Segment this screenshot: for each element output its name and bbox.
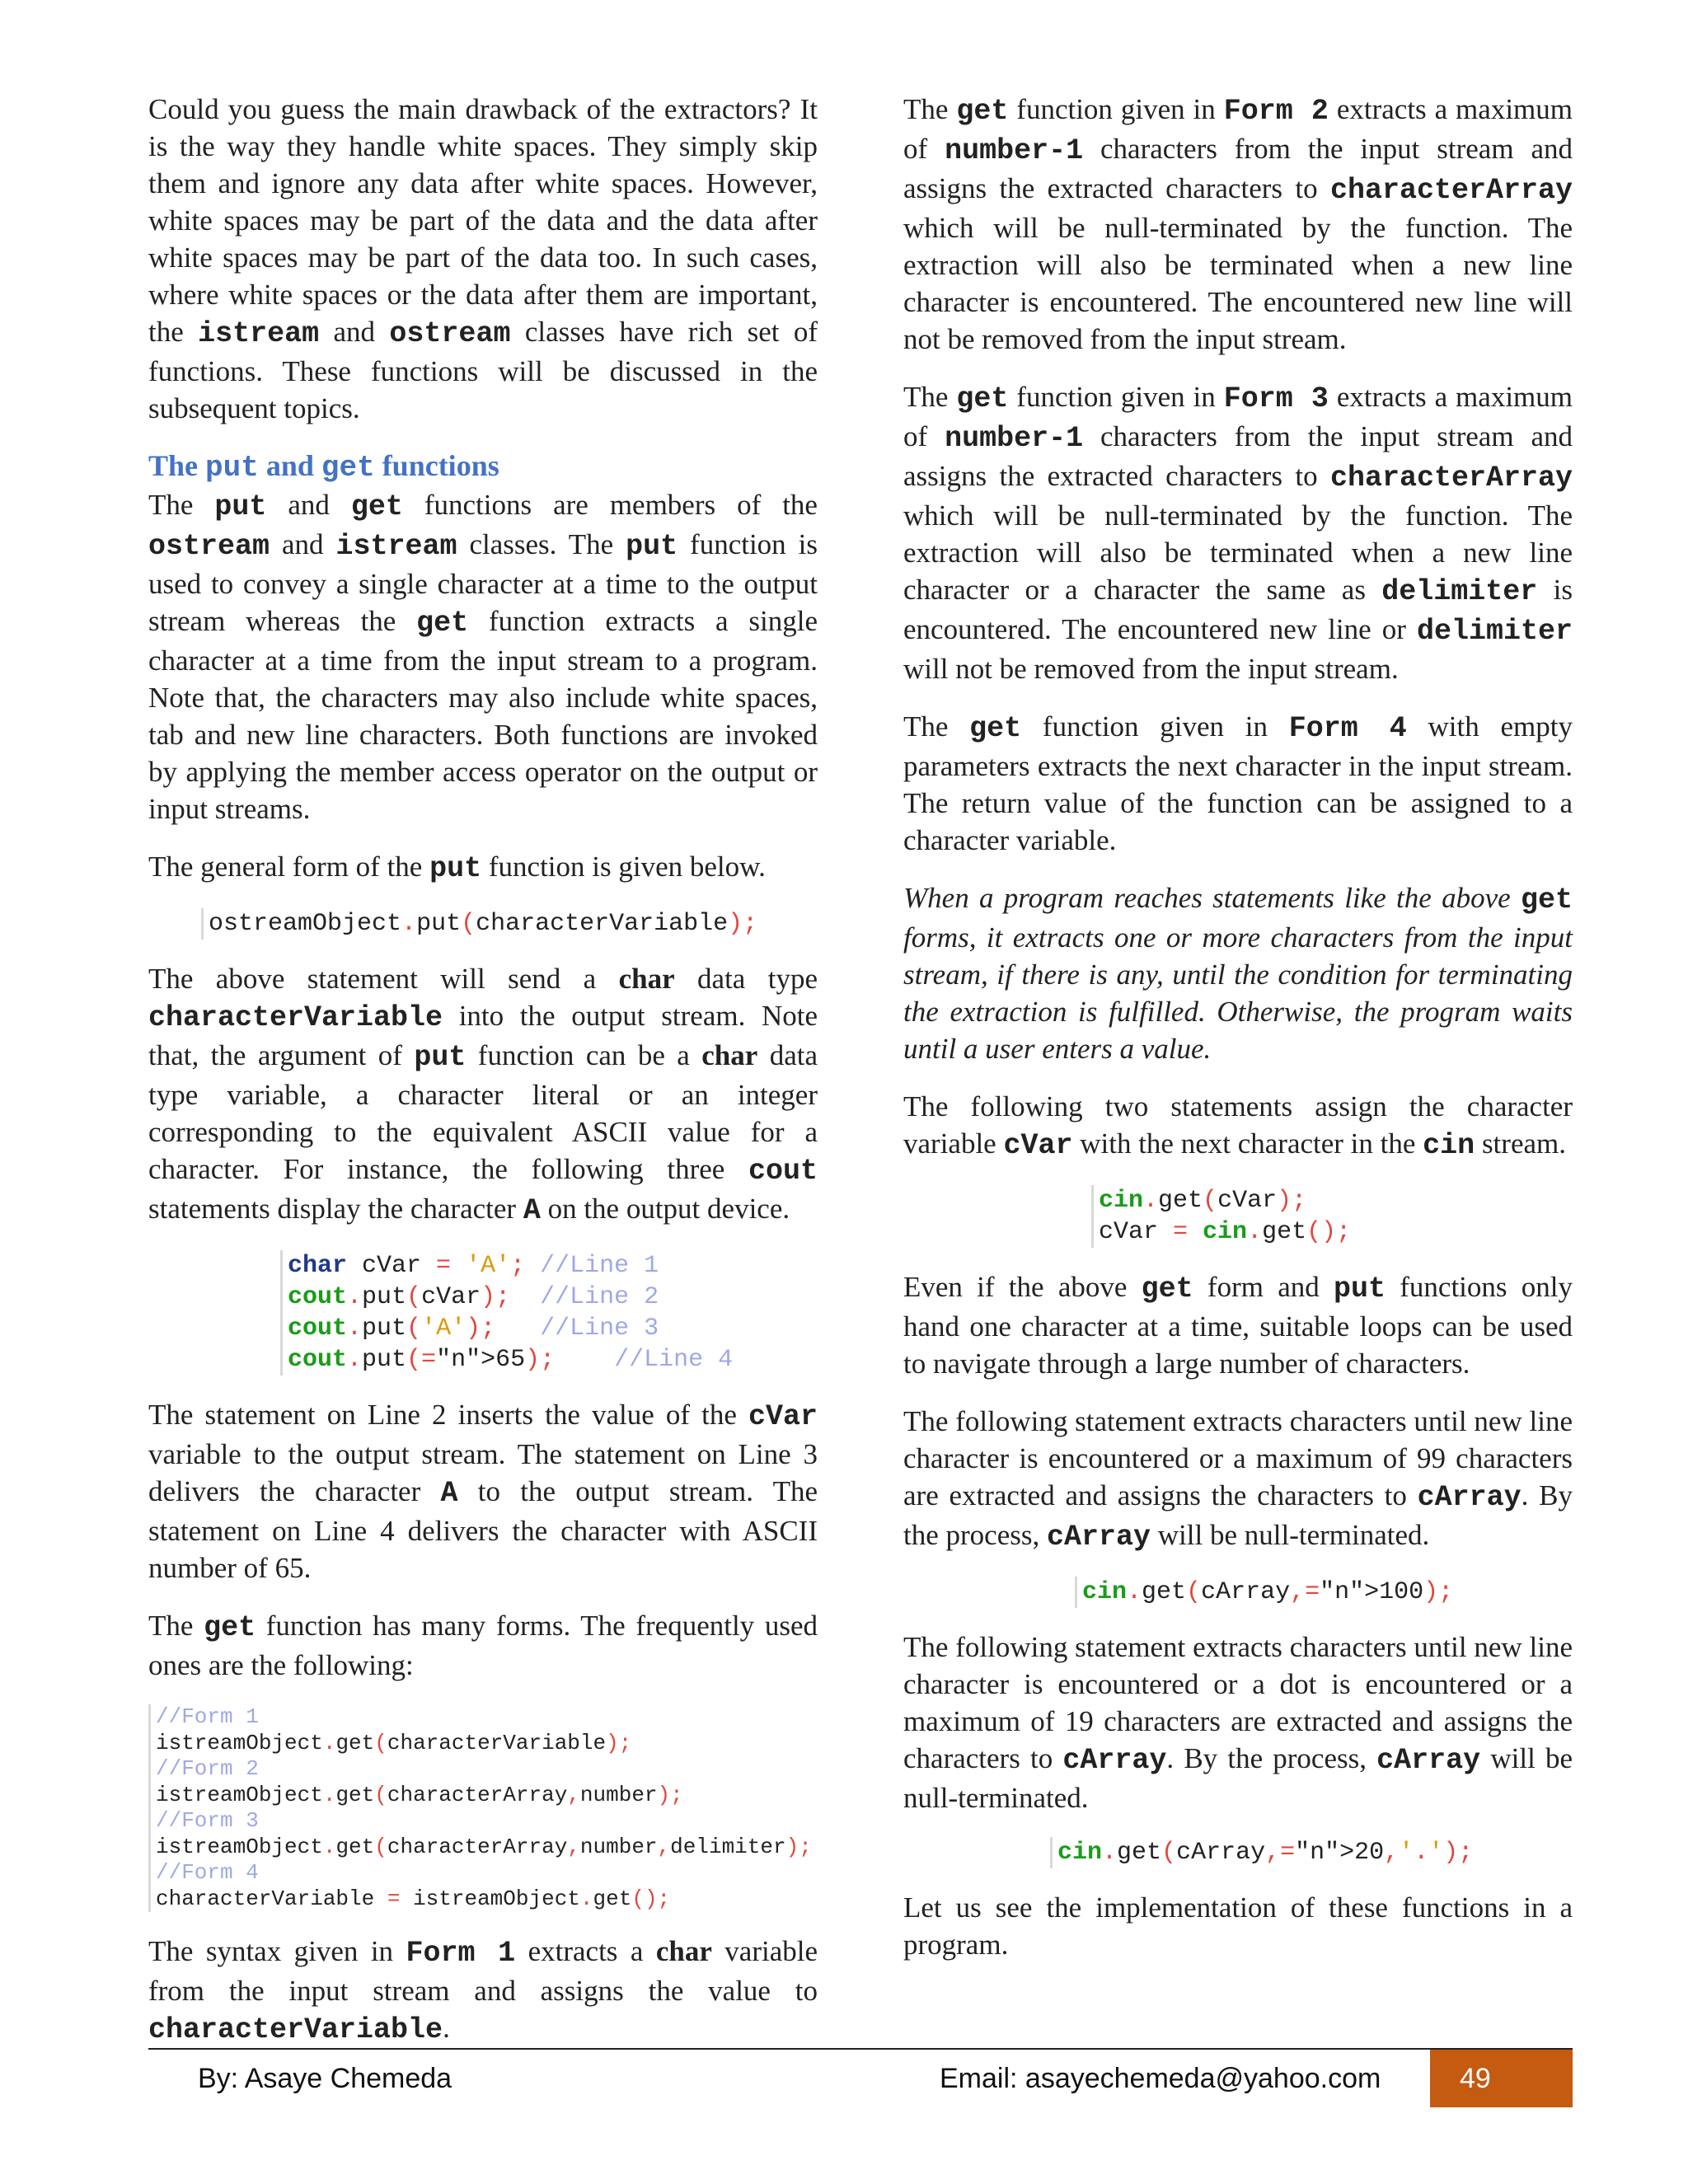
paragraph: The above statement will send a char data type characterVariable into the output stream. Note that, the argument of put function can be a char data type variable, a character literal or an integer corresponding to the equivalent ASCII value for a character. For instance, the following three cout statements display the character A on the output device. — [148, 963, 818, 1227]
code-line: cout.put(cVar); //Line 2 — [288, 1283, 659, 1311]
code-line: istreamObject.get(characterArray,number,delimiter); — [156, 1834, 812, 1859]
code-block-put-examples — [280, 1250, 818, 1376]
note-text: When a program reaches statements like the above get forms, it extracts one or more characters from the input stream, if there is any, until the condition for terminating the extraction is fulfilled. Otherwise, the program waits until a user enters a value. — [903, 882, 1573, 1065]
code-line: istreamObject.get(characterArray,number); — [156, 1782, 683, 1807]
footer-author: By: Asaye Chemeda — [198, 2063, 452, 2094]
code-comment: //Form 2 — [156, 1756, 259, 1781]
code-block-cin-get-array: cin.get(cArray,="n">100); — [1075, 1577, 1573, 1608]
code-comment: //Form 1 — [156, 1704, 259, 1729]
right-column — [903, 91, 1573, 1984]
paragraph: Let us see the implementation of these functions in a program. — [903, 1891, 1573, 1961]
code-line: cVar = cin.get(); — [1099, 1218, 1352, 1246]
code-comment: //Form 3 — [156, 1808, 259, 1833]
paragraph: The following statement extracts characters until new line character is encountered or a dot is encountered or a maximum of 19 characters are extracted and assigns the characters to cArray. By the process, cArray will be null-terminated. — [903, 1631, 1573, 1814]
paragraph: The following two statements assign the character variable cVar with the next character in the cin stream. — [903, 1090, 1573, 1162]
left-column — [148, 91, 818, 2069]
paragraph: The general form of the put function is given below. — [148, 851, 766, 885]
paragraph: Could you guess the main drawback of the extractors? It is the way they handle white spaces. They simply skip them and ignore any data after white spaces. However, white spaces may be part of the data and the data after white spaces may be part of the data too. In such cases, where white spaces or the data after them are important, the istream and ostream classes have rich set of functions. These functions will be discussed in the subsequent topics. — [148, 93, 818, 424]
code-line: istreamObject.get(characterVariable); — [156, 1730, 632, 1755]
code-line: cout.put(="n">65); //Line 4 — [288, 1346, 734, 1374]
code-block-cin-get-delim: cin.get(cArray,="n">20,'.'); — [1050, 1837, 1573, 1868]
paragraph: The following statement extracts characters until new line character is encountered or a maximum of 99 characters are extracted and assigns the characters to cArray. By the process, cArray will be null-terminated. — [903, 1405, 1573, 1554]
code-comment: //Form 4 — [156, 1860, 259, 1885]
paragraph: Even if the above get form and put functions only hand one character at a time, suitable loops can be used to navigate through a large number of characters. — [903, 1271, 1573, 1380]
paragraph: The get function given in Form 3 extracts a maximum of number-1 characters from the input stream and assigns the extracted characters to characterArray which will be null-terminated by the function. The extraction will also be terminated when a new line character or a character the same as delimiter is encountered. The encountered new line or delimiter will not be removed from the input stream. — [903, 381, 1573, 685]
italic-note — [903, 879, 1573, 1067]
page-number-badge: 49 — [1430, 2050, 1573, 2107]
paragraph: The get function given in Form 2 extracts a maximum of number-1 characters from the input stream and assigns the extracted characters to characterArray which will be null-terminated by the function. The extraction will also be terminated when a new line character is encountered. The encountered new line will not be removed from the input stream. — [903, 93, 1573, 355]
page-footer — [148, 2048, 1573, 2109]
code-line: cin.get(cVar); — [1099, 1187, 1307, 1215]
paragraph: The get function given in Form 4 with empty parameters extracts the next character in the input stream. The return value of the function can be assigned to a character variable. — [903, 710, 1573, 856]
paragraph: The syntax given in Form 1 extracts a char variable from the input stream and assigns the value to characterVariable. — [148, 1935, 818, 2046]
footer-email: Email: asayechemeda@yahoo.com — [940, 2063, 1381, 2094]
paragraph: The statement on Line 2 inserts the value of the cVar variable to the output stream. The statement on Line 3 delivers the character A to the output stream. The statement on Line 4 delivers the character with ASCII number of 65. — [148, 1399, 818, 1584]
code-block-cin-get — [1091, 1185, 1573, 1248]
section-heading: The put and get functions — [148, 449, 499, 485]
code-line: char cVar = 'A'; //Line 1 — [288, 1252, 659, 1280]
code-block-put-form: ostreamObject.put(characterVariable); — [201, 908, 818, 940]
code-line: characterVariable = istreamObject.get(); — [156, 1886, 671, 1911]
code-line: cout.put('A'); //Line 3 — [288, 1315, 659, 1343]
paragraph: The get function has many forms. The frequently used ones are the following: — [148, 1610, 818, 1681]
paragraph: The put and get functions are members of the ostream and istream classes. The put function is used to convey a single character at a time to the output stream whereas the get function extracts a single character at a time from the input stream to a program. Note that, the characters may also include white spaces, tab and new line characters. Both functions are invoked by applying the member access operator on the output or input streams. — [148, 489, 818, 825]
code-block-get-forms — [148, 1704, 818, 1912]
